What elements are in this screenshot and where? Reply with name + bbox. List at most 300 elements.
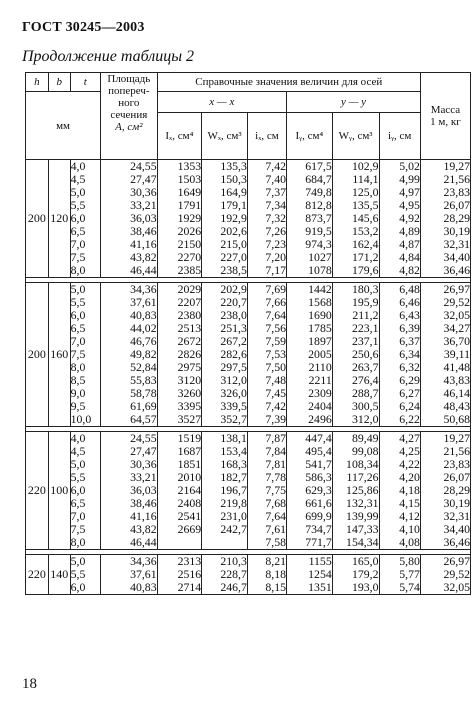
cell-wy-modulus: 179,6: [351, 263, 379, 277]
cell-ix-radius: 7,68: [265, 496, 287, 510]
cell-wx-modulus: 196,7: [220, 483, 247, 497]
cell-ix-radius: 7,23: [265, 237, 287, 251]
col-mass-header: [420, 73, 470, 160]
cell-area: 49,82: [130, 347, 157, 361]
cell-t: 6,0: [70, 580, 86, 594]
cell-t: 6,0: [70, 308, 86, 322]
cell-ix-radius: 7,42: [265, 159, 287, 173]
cell-t: 4,0: [70, 159, 86, 173]
cell-mass: 36,70: [443, 334, 470, 348]
cell-wx-modulus: 238,0: [220, 308, 247, 322]
col-b-header: b: [48, 73, 70, 92]
cell-h: 220: [26, 555, 49, 595]
cell-ix-inertia: 2207: [177, 295, 202, 309]
cell-iy-radius: 6,39: [399, 321, 420, 335]
cell-ix-radius: 7,64: [265, 308, 287, 322]
cell-iy-radius: 5,80: [399, 554, 420, 568]
cell-wy-modulus: 195,9: [351, 295, 379, 309]
cell-t: 4,5: [70, 172, 86, 186]
cell-wx-modulus: 339,5: [220, 399, 247, 413]
cell-mass: 23,83: [443, 185, 470, 199]
cell-t-column: [70, 160, 100, 278]
cell-h: 200: [26, 283, 49, 427]
cell-ix-radius: 7,78: [265, 470, 287, 484]
cell-wy-modulus: 263,7: [351, 360, 379, 374]
cell-iy-inertia: 1155: [308, 554, 332, 568]
cell-wx-modulus: 352,7: [220, 412, 247, 426]
cell-wx-modulus: 220,7: [220, 295, 247, 309]
cell-mass: 29,52: [443, 567, 470, 581]
cell-wy-modulus: 99,08: [351, 444, 379, 458]
mass-header-line: 1 м, кг: [430, 116, 461, 128]
cell-iy-radius: 6,46: [399, 295, 420, 309]
cell-wy-modulus: 276,4: [351, 373, 379, 387]
cell-t: 8,0: [70, 263, 86, 277]
cell-ix-inertia: 3395: [177, 399, 202, 413]
cell-ix-radius: 7,45: [265, 386, 287, 400]
cell-wy-modulus: 162,4: [351, 237, 379, 251]
cell-area: 44,02: [130, 321, 157, 335]
cell-wy-modulus: 300,5: [351, 399, 379, 413]
cell-iy-inertia: 1254: [308, 567, 332, 581]
cell-t: 4,0: [70, 431, 86, 445]
cell-t: 7,0: [70, 509, 86, 523]
cell-area: 61,69: [130, 399, 157, 413]
cell-iy-radius: 4,22: [399, 457, 420, 471]
cell-wy-modulus: 108,34: [346, 457, 379, 471]
col-t-header: t: [70, 73, 100, 92]
cell-area: 52,84: [130, 360, 157, 374]
cell-iy-inertia: 1785: [308, 321, 332, 335]
cell-wx-modulus: 182,7: [220, 470, 247, 484]
cell-t: 9,5: [70, 399, 86, 413]
cell-wy-modulus: 154,34: [346, 535, 379, 549]
cell-ix-radius: 7,48: [265, 373, 287, 387]
table-row: [26, 432, 471, 550]
cell-iy-inertia: 1690: [308, 308, 332, 322]
ref-values-header: Справочные значения величин для осей: [157, 73, 420, 92]
cell-ix-radius: 7,69: [265, 282, 287, 296]
cell-wy-modulus: 165,0: [351, 554, 379, 568]
cell-wx-modulus-column: [202, 432, 248, 550]
cell-mass: 30,19: [443, 496, 470, 510]
axis-x-header: x — x: [157, 92, 286, 113]
cell-area: 37,61: [130, 295, 157, 309]
cell-iy-radius: 4,87: [399, 237, 420, 251]
cell-b: 160: [48, 283, 70, 427]
cell-wy-modulus: 132,31: [346, 496, 379, 510]
cell-iy-inertia: 974,3: [305, 237, 332, 251]
cell-mass: 36,46: [443, 535, 470, 549]
cell-wy-modulus: 250,6: [351, 347, 379, 361]
cell-iy-inertia: 749,8: [305, 185, 332, 199]
cell-wx-modulus: 150,3: [220, 172, 247, 186]
cell-iy-radius: 6,48: [399, 282, 420, 296]
cell-iy-inertia: 699,9: [305, 509, 332, 523]
cell-iy-radius: 4,82: [399, 263, 420, 277]
cell-area: 34,36: [130, 554, 157, 568]
cell-area: 46,44: [130, 263, 157, 277]
cell-iy-inertia-column: [287, 432, 333, 550]
cell-iy-radius: 4,99: [399, 172, 420, 186]
cell-ix-inertia: 3120: [177, 373, 202, 387]
cell-t: 5,5: [70, 567, 86, 581]
cell-iy-inertia: 1078: [308, 263, 332, 277]
cell-wx-modulus: 168,3: [220, 457, 247, 471]
cell-iy-inertia: 2005: [308, 347, 332, 361]
cell-mass: 26,97: [443, 282, 470, 296]
cell-h: 200: [26, 160, 49, 278]
cell-t: 5,0: [70, 282, 86, 296]
cell-wx-modulus: 238,5: [220, 263, 247, 277]
cell-iy-radius: 6,24: [399, 399, 420, 413]
col-ix-inertia-header: Iₓ, см⁴: [157, 113, 202, 160]
axis-y-header: y — y: [287, 92, 421, 113]
cell-mass: 21,56: [443, 172, 470, 186]
cell-wx-modulus: 153,4: [220, 444, 247, 458]
cell-iy-radius: 6,29: [399, 373, 420, 387]
cell-mass: 19,27: [443, 431, 470, 445]
cell-h: 220: [26, 432, 49, 550]
cell-iy-inertia-column: [287, 160, 333, 278]
cell-t: 5,5: [70, 295, 86, 309]
cell-t: 6,0: [70, 211, 86, 225]
cell-wx-modulus: 267,2: [220, 334, 247, 348]
cell-wx-modulus: 282,6: [220, 347, 247, 361]
cell-ix-radius: 7,42: [265, 399, 287, 413]
cell-ix-inertia: 1649: [177, 185, 202, 199]
cell-area: 30,36: [130, 185, 157, 199]
cell-area: 41,16: [130, 509, 157, 523]
cell-ix-radius: 7,75: [265, 483, 287, 497]
cell-iy-inertia: 919,5: [305, 224, 332, 238]
area-header-line: ного: [118, 97, 140, 109]
cell-iy-radius: 6,37: [399, 334, 420, 348]
cell-ix-radius: 8,18: [265, 567, 287, 581]
cell-iy-radius-column: [379, 432, 420, 550]
cell-ix-inertia: 2516: [177, 567, 202, 581]
cell-t-column: [70, 555, 100, 595]
cell-ix-inertia: 2029: [177, 282, 202, 296]
col-iy-radius-header: iᵧ, см: [379, 113, 420, 160]
cell-mass: 34,40: [443, 250, 470, 264]
area-header-line: A, см²: [115, 121, 143, 133]
cell-wy-modulus: 117,26: [346, 470, 379, 484]
cell-ix-radius: 7,84: [265, 444, 287, 458]
cell-iy-radius-column: [379, 160, 420, 278]
page-number: 18: [22, 676, 37, 692]
cell-wy-modulus: 237,1: [351, 334, 379, 348]
cell-ix-inertia-column: [157, 160, 202, 278]
cell-ix-inertia: 2672: [177, 334, 202, 348]
cell-wy-modulus: 114,1: [352, 172, 379, 186]
cell-iy-inertia: 734,7: [305, 522, 332, 536]
cell-mass: 29,52: [443, 295, 470, 309]
cell-t: 10,0: [70, 412, 92, 426]
col-wx-modulus-header: Wₓ, см³: [202, 113, 248, 160]
cell-ix-radius: 7,37: [265, 185, 287, 199]
cell-ix-inertia: 1791: [177, 198, 202, 212]
cell-iy-inertia: 2309: [308, 386, 332, 400]
cell-area: 36,03: [130, 483, 157, 497]
cell-iy-inertia: 771,7: [305, 535, 332, 549]
cell-area-column: [101, 283, 158, 427]
cell-wy-modulus: 153,2: [351, 224, 379, 238]
cell-iy-radius: 4,25: [399, 444, 420, 458]
cell-mass: 30,19: [443, 224, 470, 238]
cell-t: 5,5: [70, 470, 86, 484]
cell-iy-radius: 4,18: [399, 483, 420, 497]
cell-wx-modulus: 164,9: [220, 185, 247, 199]
cell-ix-inertia-column: [157, 555, 202, 595]
cell-t-column: [70, 283, 100, 427]
cell-iy-inertia: 1568: [308, 295, 332, 309]
cell-mass: 32,31: [443, 509, 470, 523]
cell-t: 6,5: [70, 496, 86, 510]
cell-mass: 32,05: [443, 308, 470, 322]
cell-wx-modulus: 242,7: [220, 522, 247, 536]
cell-wy-modulus-column: [332, 160, 379, 278]
cell-iy-radius: 4,20: [399, 470, 420, 484]
cell-ix-radius: 7,61: [265, 522, 287, 536]
col-iy-inertia-header: Iᵧ, см⁴: [287, 113, 333, 160]
cell-area: 58,78: [130, 386, 157, 400]
cell-ix-inertia: 2150: [177, 237, 202, 251]
cell-wx-modulus: 219,8: [220, 496, 247, 510]
area-header-line: попереч-: [108, 85, 150, 97]
cell-t: 4,5: [70, 444, 86, 458]
cell-t: 6,5: [70, 321, 86, 335]
cell-t: 6,0: [70, 483, 86, 497]
cell-area: 38,46: [130, 496, 157, 510]
cell-ix-radius: 7,34: [265, 198, 287, 212]
mass-header-line: Масса: [430, 104, 461, 116]
cell-area: 27,47: [130, 444, 157, 458]
cell-ix-radius: 7,56: [265, 321, 287, 335]
cell-ix-inertia: 3260: [177, 386, 202, 400]
cell-iy-radius: 6,27: [399, 386, 420, 400]
cell-iy-inertia: 684,7: [305, 172, 332, 186]
cell-mass: 32,31: [443, 237, 470, 251]
cell-wy-modulus-column: [332, 555, 379, 595]
cell-iy-inertia-column: [287, 283, 333, 427]
cell-wy-modulus: 193,0: [351, 580, 379, 594]
cell-wx-modulus: 202,6: [220, 224, 247, 238]
cell-ix-radius: 7,20: [265, 250, 287, 264]
cell-wx-modulus: 215,0: [220, 237, 247, 251]
cell-ix-inertia: 2669: [177, 522, 202, 536]
cell-ix-inertia: 2975: [177, 360, 202, 374]
cell-iy-inertia: 661,6: [305, 496, 332, 510]
cell-ix-inertia: 2010: [177, 470, 202, 484]
cell-iy-radius: 5,02: [399, 159, 420, 173]
cell-t: 6,5: [70, 224, 86, 238]
cell-iy-inertia: 1897: [308, 334, 332, 348]
cell-iy-inertia: 629,3: [305, 483, 332, 497]
cell-wx-modulus: 192,9: [220, 211, 247, 225]
table-caption: Продолжение таблицы 2: [22, 48, 195, 65]
cell-mass: 39,11: [443, 347, 470, 361]
cell-area-column: [101, 160, 158, 278]
cell-iy-radius: 6,32: [399, 360, 420, 374]
cell-ix-inertia: 2408: [177, 496, 202, 510]
cell-iy-radius: 4,15: [399, 496, 420, 510]
cell-iy-radius: 6,34: [399, 347, 420, 361]
table-row: [26, 283, 471, 427]
cell-wy-modulus: 288,7: [351, 386, 379, 400]
header-row-1: [26, 73, 471, 92]
cell-wx-modulus-column: [202, 160, 248, 278]
cell-iy-radius: 5,77: [399, 567, 420, 581]
cell-mass: 46,14: [443, 386, 470, 400]
cell-mass: 32,05: [443, 580, 470, 594]
cell-t: 8,0: [70, 535, 86, 549]
cell-wy-modulus-column: [332, 432, 379, 550]
cell-ix-inertia: 2826: [177, 347, 202, 361]
cell-ix-inertia: 1353: [177, 159, 202, 173]
cell-ix-inertia: 2385: [177, 263, 202, 277]
cell-wx-modulus: 135,3: [220, 159, 247, 173]
cell-ix-radius: 7,40: [265, 172, 287, 186]
cell-t: 8,5: [70, 373, 86, 387]
cell-t: 5,5: [70, 198, 86, 212]
table-row: [26, 160, 471, 278]
cell-iy-radius: 6,22: [399, 412, 420, 426]
cell-mass: 26,07: [443, 470, 470, 484]
cell-iy-radius: 4,12: [399, 509, 420, 523]
cell-wy-modulus: 145,6: [351, 211, 379, 225]
cell-area: 38,46: [130, 224, 157, 238]
cell-wx-modulus: 297,5: [220, 360, 247, 374]
cell-area: 43,82: [130, 250, 157, 264]
cell-mass-column: [420, 160, 470, 278]
cell-wy-modulus: 312,0: [351, 412, 379, 426]
cell-wy-modulus: 135,5: [351, 198, 379, 212]
cell-iy-inertia-column: [287, 555, 333, 595]
cell-iy-radius: 6,43: [399, 308, 420, 322]
cell-ix-radius: 7,50: [265, 360, 287, 374]
cell-mass: 26,97: [443, 554, 470, 568]
cell-area: 30,36: [130, 457, 157, 471]
cell-t: 7,0: [70, 237, 86, 251]
cell-mass: 34,27: [443, 321, 470, 335]
cell-wy-modulus: 180,3: [351, 282, 379, 296]
cell-ix-inertia-column: [157, 283, 202, 427]
cell-ix-inertia: 2270: [177, 250, 202, 264]
cell-iy-inertia: 2404: [308, 399, 332, 413]
cell-mass: 26,07: [443, 198, 470, 212]
table-body: [26, 160, 471, 595]
cell-iy-radius: 4,95: [399, 198, 420, 212]
cell-ix-inertia: 2026: [177, 224, 202, 238]
cell-ix-inertia: 1687: [177, 444, 202, 458]
cell-t: 7,5: [70, 522, 86, 536]
cell-ix-radius: 7,64: [265, 509, 287, 523]
area-header-line: сечения: [110, 109, 148, 121]
cell-wy-modulus: 125,86: [346, 483, 379, 497]
cell-t: 5,0: [70, 185, 86, 199]
cell-iy-inertia: 2496: [308, 412, 332, 426]
cell-iy-radius-column: [379, 555, 420, 595]
cell-area: 46,76: [130, 334, 157, 348]
cell-t: 5,0: [70, 457, 86, 471]
cell-wy-modulus: 102,9: [351, 159, 379, 173]
cell-wy-modulus: 139,99: [346, 509, 379, 523]
cell-ix-inertia: 2164: [177, 483, 202, 497]
cell-iy-inertia: 873,7: [305, 211, 332, 225]
cell-iy-radius: 4,10: [399, 522, 420, 536]
cell-area: 34,36: [130, 282, 157, 296]
cell-ix-inertia: 2313: [177, 554, 202, 568]
cell-iy-radius: 4,84: [399, 250, 420, 264]
col-ix-radius-header: iₓ, см: [247, 113, 286, 160]
cell-ix-radius: 7,81: [265, 457, 287, 471]
cell-wx-modulus: 326,0: [220, 386, 247, 400]
cell-area-column: [101, 432, 158, 550]
cell-mass: 48,43: [443, 399, 470, 413]
cell-wy-modulus: 147,33: [346, 522, 379, 536]
cell-iy-inertia: 541,7: [305, 457, 332, 471]
cell-area: 46,44: [130, 535, 157, 549]
cell-area: 24,55: [130, 431, 157, 445]
cell-wy-modulus: 125,0: [351, 185, 379, 199]
cell-iy-radius: 4,08: [399, 535, 420, 549]
cell-wx-modulus: 227,0: [220, 250, 247, 264]
cell-iy-radius: 4,27: [399, 431, 420, 445]
cell-mass: 43,83: [443, 373, 470, 387]
cell-mass: 23,83: [443, 457, 470, 471]
cell-mass: 50,68: [443, 412, 470, 426]
table-row: [26, 555, 471, 595]
cell-iy-inertia: 495,4: [305, 444, 332, 458]
cell-ix-radius: 7,53: [265, 347, 287, 361]
cell-ix-inertia: 1519: [177, 431, 202, 445]
cell-t: 7,0: [70, 334, 86, 348]
cell-wy-modulus: 223,1: [351, 321, 379, 335]
cell-ix-inertia: 2513: [177, 321, 202, 335]
cell-wy-modulus: 211,2: [352, 308, 379, 322]
cell-mass: 34,40: [443, 522, 470, 536]
cell-area: 37,61: [130, 567, 157, 581]
cell-iy-radius: 4,92: [399, 211, 420, 225]
cell-ix-inertia: 2541: [177, 509, 202, 523]
cell-iy-radius: 4,97: [399, 185, 420, 199]
cell-wy-modulus: 89,49: [351, 431, 379, 445]
cell-iy-radius: 5,74: [399, 580, 420, 594]
document-header: ГОСТ 30245—2003: [22, 20, 145, 35]
cell-t: 8,0: [70, 360, 86, 374]
cell-ix-radius: 7,66: [265, 295, 287, 309]
cell-ix-radius-column: [247, 283, 286, 427]
cell-t: 9,0: [70, 386, 86, 400]
cell-wy-modulus: 179,2: [351, 567, 379, 581]
cell-wx-modulus: 312,0: [220, 373, 247, 387]
cell-wy-modulus-column: [332, 283, 379, 427]
cell-ix-radius: 7,87: [265, 431, 287, 445]
cell-mass: 28,29: [443, 483, 470, 497]
cell-ix-inertia: 2714: [177, 580, 202, 594]
cell-ix-inertia: 2380: [177, 308, 202, 322]
cell-mass-column: [420, 555, 470, 595]
cell-mass-column: [420, 283, 470, 427]
cell-area: 36,03: [130, 211, 157, 225]
cell-ix-radius: 7,26: [265, 224, 287, 238]
cell-area: 64,57: [130, 412, 157, 426]
col-area-header: [101, 73, 158, 160]
cell-wx-modulus-column: [202, 555, 248, 595]
cell-ix-radius: 8,15: [265, 580, 287, 594]
cell-ix-radius: 7,58: [265, 535, 287, 549]
